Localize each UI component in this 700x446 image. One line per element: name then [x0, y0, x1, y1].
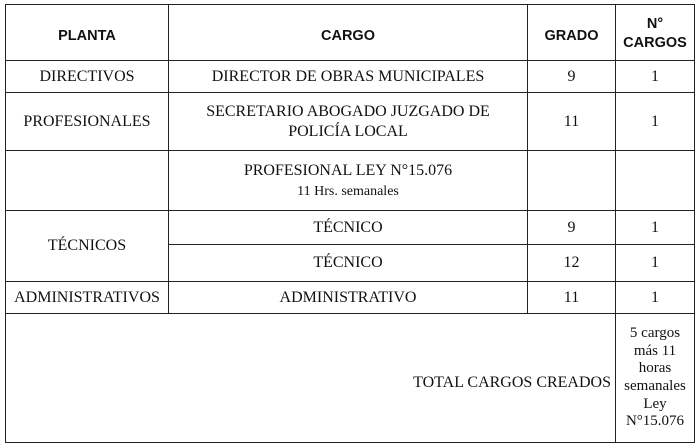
header-cargo: CARGO	[169, 5, 528, 61]
header-grado: GRADO	[528, 5, 616, 61]
grado-cell: 12	[528, 245, 616, 282]
table-row	[6, 211, 695, 245]
table-row	[6, 151, 695, 211]
total-value-line: Ley	[643, 395, 667, 412]
grado-cell: 9	[528, 61, 616, 93]
table-row	[6, 93, 695, 151]
total-value	[616, 314, 695, 443]
total-value-line: semanales	[624, 378, 686, 394]
header-planta: PLANTA	[6, 5, 169, 61]
total-value-line: horas	[638, 360, 672, 377]
cargo-line1: SECRETARIO ABOGADO JUZGADO DE	[206, 102, 490, 120]
cargos-table	[5, 4, 695, 443]
cargo-cell	[169, 151, 528, 211]
cargo-cell: TÉCNICO	[169, 211, 528, 245]
cargo-cell: DIRECTOR DE OBRAS MUNICIPALES	[169, 61, 528, 93]
cargos-count-cell: 1	[616, 93, 695, 151]
table-row	[6, 282, 695, 314]
header-n-cargos-line2: CARGOS	[623, 34, 687, 51]
grado-cell	[528, 151, 616, 211]
total-label: TOTAL CARGOS CREADOS	[6, 314, 616, 443]
grado-cell: 9	[528, 211, 616, 245]
cargos-count-cell: 1	[616, 282, 695, 314]
total-value-line: más 11	[633, 342, 677, 359]
total-row	[6, 314, 695, 443]
cargo-cell: ADMINISTRATIVO	[169, 282, 528, 314]
total-value-line: N°15.076	[625, 413, 685, 430]
planta-cell	[6, 151, 169, 211]
planta-cell: DIRECTIVOS	[6, 61, 169, 93]
header-n-cargos-line1: N°	[646, 16, 664, 33]
table-row	[6, 61, 695, 93]
total-value-line: 5 cargos	[629, 324, 681, 341]
planta-cell: ADMINISTRATIVOS	[6, 282, 169, 314]
planta-cell: TÉCNICOS	[6, 211, 169, 282]
grado-cell: 11	[528, 282, 616, 314]
cargos-count-cell: 1	[616, 61, 695, 93]
cargos-count-cell	[616, 151, 695, 211]
cargo-line1: PROFESIONAL LEY N°15.076	[243, 161, 453, 179]
planta-cell: PROFESIONALES	[6, 93, 169, 151]
cargo-cell: TÉCNICO	[169, 245, 528, 282]
cargo-line2: POLICÍA LOCAL	[288, 122, 408, 140]
table-header-row	[6, 5, 695, 61]
cargo-cell	[169, 93, 528, 151]
cargos-count-cell: 1	[616, 245, 695, 282]
header-n-cargos	[616, 5, 695, 61]
grado-cell: 11	[528, 93, 616, 151]
cargo-line2: 11 Hrs. semanales	[297, 183, 399, 199]
cargos-count-cell: 1	[616, 211, 695, 245]
